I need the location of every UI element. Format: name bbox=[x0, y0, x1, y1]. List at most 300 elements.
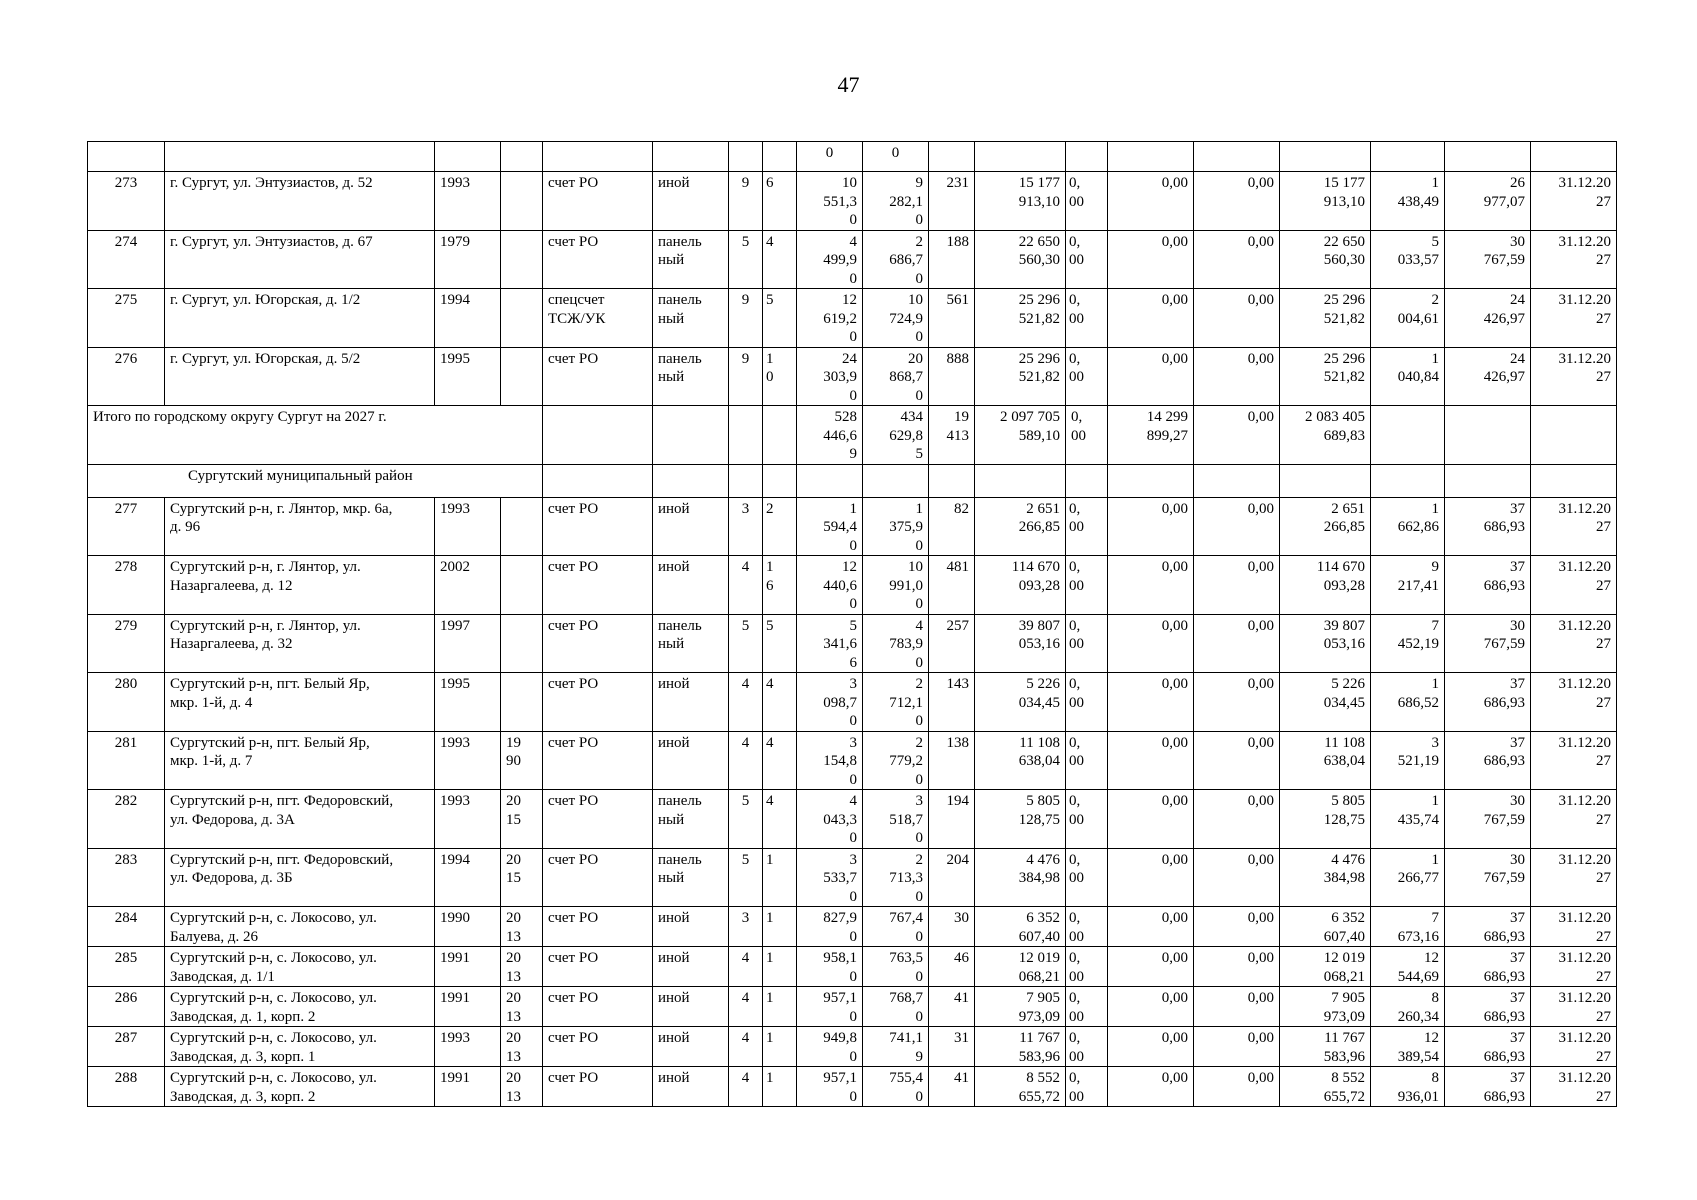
cell-year-built: 1994 bbox=[435, 289, 501, 348]
cell-wall: иной bbox=[653, 947, 729, 987]
cell-cost-a: 0, 00 bbox=[1066, 230, 1108, 289]
cell-num: 287 bbox=[88, 1027, 165, 1067]
cell-cost-c: 0,00 bbox=[1194, 790, 1280, 849]
cell-year-built: 1993 bbox=[435, 731, 501, 790]
cell-unit-cost: 1 266,77 bbox=[1371, 848, 1445, 907]
cell-cost-d: 22 650 560,30 bbox=[1280, 230, 1371, 289]
cell-entrances: 4 bbox=[763, 790, 797, 849]
cell-cost-b: 0,00 bbox=[1108, 289, 1194, 348]
cell-cost-a: 0, 00 bbox=[1066, 673, 1108, 732]
cell-max-cost: 37 686,93 bbox=[1445, 673, 1531, 732]
cell-cost-total: 11 108 638,04 bbox=[975, 731, 1066, 790]
cell-max-cost: 24 426,97 bbox=[1445, 347, 1531, 406]
cell-fund: счет РО bbox=[543, 947, 653, 987]
cell-cost-b: 0,00 bbox=[1108, 1027, 1194, 1067]
cell-fund: спецсчет ТСЖ/УК bbox=[543, 289, 653, 348]
cell-fund: счет РО bbox=[543, 614, 653, 673]
cell-year-repair bbox=[501, 614, 543, 673]
cell-year-built: 1993 bbox=[435, 790, 501, 849]
cell-address: Сургутский р-н, с. Локосово, ул. Заводская, д. 1/1 bbox=[165, 947, 435, 987]
cell-unit-cost: 12 544,69 bbox=[1371, 947, 1445, 987]
cell-cost-d: 25 296 521,82 bbox=[1280, 289, 1371, 348]
cell-year-repair bbox=[501, 556, 543, 615]
cell-area-total: 5 341,6 6 bbox=[797, 614, 863, 673]
cell-floors: 5 bbox=[729, 790, 763, 849]
section-header-row bbox=[88, 464, 1617, 497]
cell-cost-total: 7 905 973,09 bbox=[975, 987, 1066, 1027]
cell-area-total: 4 043,3 0 bbox=[797, 790, 863, 849]
cell-cost-a: 0, 00 bbox=[1066, 289, 1108, 348]
cell-year-repair: 19 90 bbox=[501, 731, 543, 790]
cell-cost-b: 0,00 bbox=[1108, 731, 1194, 790]
cell-max-cost: 24 426,97 bbox=[1445, 289, 1531, 348]
cell-residents: 888 bbox=[929, 347, 975, 406]
cell-cost-total: 25 296 521,82 bbox=[975, 347, 1066, 406]
cell-year-built: 1991 bbox=[435, 1067, 501, 1107]
cell-cost-d: 114 670 093,28 bbox=[1280, 556, 1371, 615]
cell-deadline: 31.12.20 27 bbox=[1531, 987, 1617, 1027]
cell-residents: 481 bbox=[929, 556, 975, 615]
cell-area-living: 755,4 0 bbox=[863, 1067, 929, 1107]
cell-cost-d: 5 226 034,45 bbox=[1280, 673, 1371, 732]
cell-deadline: 31.12.20 27 bbox=[1531, 731, 1617, 790]
cell-unit-cost: 2 004,61 bbox=[1371, 289, 1445, 348]
cell-wall: иной bbox=[653, 1067, 729, 1107]
table-row bbox=[88, 907, 1617, 947]
cell-entrances: 6 bbox=[763, 172, 797, 231]
cell-unit-cost: 1 686,52 bbox=[1371, 673, 1445, 732]
cell-address: г. Сургут, ул. Югорская, д. 5/2 bbox=[165, 347, 435, 406]
total-cost-d: 2 083 405 689,83 bbox=[1280, 406, 1371, 465]
table-row bbox=[88, 230, 1617, 289]
cell-address: Сургутский р-н, г. Лянтор, ул. Назаргалеева, д. 12 bbox=[165, 556, 435, 615]
cell-cost-a: 0, 00 bbox=[1066, 347, 1108, 406]
cell-deadline: 31.12.20 27 bbox=[1531, 673, 1617, 732]
cell-cost-d: 6 352 607,40 bbox=[1280, 907, 1371, 947]
cell-cost-d: 7 905 973,09 bbox=[1280, 987, 1371, 1027]
cell-residents: 194 bbox=[929, 790, 975, 849]
cell-num: 280 bbox=[88, 673, 165, 732]
cell-cost-a: 0, 00 bbox=[1066, 947, 1108, 987]
cell-cost-a: 0, 00 bbox=[1066, 907, 1108, 947]
cell-unit-cost: 7 452,19 bbox=[1371, 614, 1445, 673]
cell-unit-cost: 9 217,41 bbox=[1371, 556, 1445, 615]
cell-floors: 4 bbox=[729, 731, 763, 790]
cell-cost-d: 11 108 638,04 bbox=[1280, 731, 1371, 790]
cell-entrances: 1 bbox=[763, 1067, 797, 1107]
cell-year-repair bbox=[501, 673, 543, 732]
cell-deadline: 31.12.20 27 bbox=[1531, 947, 1617, 987]
cell-cost-c: 0,00 bbox=[1194, 987, 1280, 1027]
cell-unit-cost: 8 260,34 bbox=[1371, 987, 1445, 1027]
table-row bbox=[88, 614, 1617, 673]
cell-address: Сургутский р-н, пгт. Белый Яр, мкр. 1-й, д. 4 bbox=[165, 673, 435, 732]
cell-wall: иной bbox=[653, 497, 729, 556]
table-row bbox=[88, 848, 1617, 907]
cell-floors: 9 bbox=[729, 172, 763, 231]
cell-cost-a: 0, 00 bbox=[1066, 1067, 1108, 1107]
cell-cost-d: 11 767 583,96 bbox=[1280, 1027, 1371, 1067]
total-cost-a: 0, 00 bbox=[1066, 406, 1108, 465]
cell-cost-c: 0,00 bbox=[1194, 230, 1280, 289]
cell-year-built: 1990 bbox=[435, 907, 501, 947]
cell-residents: 31 bbox=[929, 1027, 975, 1067]
total-row bbox=[88, 406, 1617, 465]
cell-area-living: 9 282,1 0 bbox=[863, 172, 929, 231]
table-row bbox=[88, 556, 1617, 615]
cell-max-cost: 37 686,93 bbox=[1445, 1067, 1531, 1107]
cell-wall: иной bbox=[653, 1027, 729, 1067]
total-residents: 19 413 bbox=[929, 406, 975, 465]
cell-deadline: 31.12.20 27 bbox=[1531, 556, 1617, 615]
cell-entrances: 1 bbox=[763, 907, 797, 947]
cell-floors: 5 bbox=[729, 614, 763, 673]
cell-area-living: 3 518,7 0 bbox=[863, 790, 929, 849]
cell-cost-d: 12 019 068,21 bbox=[1280, 947, 1371, 987]
cell-fund: счет РО bbox=[543, 230, 653, 289]
cell-max-cost: 30 767,59 bbox=[1445, 848, 1531, 907]
cell-num: 276 bbox=[88, 347, 165, 406]
cell-year-repair bbox=[501, 347, 543, 406]
table-row bbox=[88, 1067, 1617, 1107]
cell-fund: счет РО bbox=[543, 1027, 653, 1067]
cell-entrances: 1 bbox=[763, 987, 797, 1027]
cell-floors: 3 bbox=[729, 497, 763, 556]
cell-area-total: 3 154,8 0 bbox=[797, 731, 863, 790]
cell-year-repair bbox=[501, 230, 543, 289]
cell-fund: счет РО bbox=[543, 1067, 653, 1107]
cell-num: 273 bbox=[88, 172, 165, 231]
cell-entrances: 4 bbox=[763, 731, 797, 790]
cell-max-cost: 30 767,59 bbox=[1445, 614, 1531, 673]
cell-year-repair: 20 13 bbox=[501, 907, 543, 947]
cell-residents: 204 bbox=[929, 848, 975, 907]
cell-cost-a: 0, 00 bbox=[1066, 497, 1108, 556]
cell-cost-c: 0,00 bbox=[1194, 556, 1280, 615]
cell-cost-total: 8 552 655,72 bbox=[975, 1067, 1066, 1107]
total-label: Итого по городскому округу Сургут на 2027 г. bbox=[88, 406, 543, 465]
cell-area-total: 957,1 0 bbox=[797, 987, 863, 1027]
cell-area-living: 2 686,7 0 bbox=[863, 230, 929, 289]
cell-year-built: 1993 bbox=[435, 172, 501, 231]
cell-area-total: 1 594,4 0 bbox=[797, 497, 863, 556]
cell-year-built: 1997 bbox=[435, 614, 501, 673]
cell-year-built: 1993 bbox=[435, 1027, 501, 1067]
cell-cost-a: 0, 00 bbox=[1066, 731, 1108, 790]
cell-entrances: 1 6 bbox=[763, 556, 797, 615]
cell-year-built: 2002 bbox=[435, 556, 501, 615]
table-row bbox=[88, 987, 1617, 1027]
cell-fund: счет РО bbox=[543, 790, 653, 849]
cell-residents: 231 bbox=[929, 172, 975, 231]
cell-area-total: 12 440,6 0 bbox=[797, 556, 863, 615]
cell-cost-d: 15 177 913,10 bbox=[1280, 172, 1371, 231]
cell-address: Сургутский р-н, г. Лянтор, мкр. 6а, д. 96 bbox=[165, 497, 435, 556]
cell-year-repair: 20 13 bbox=[501, 947, 543, 987]
cell-wall: панель ный bbox=[653, 614, 729, 673]
cell-wall: иной bbox=[653, 907, 729, 947]
cell-residents: 30 bbox=[929, 907, 975, 947]
cell-year-built: 1979 bbox=[435, 230, 501, 289]
cell-entrances: 4 bbox=[763, 673, 797, 732]
cell-num: 286 bbox=[88, 987, 165, 1027]
cell-cost-total: 114 670 093,28 bbox=[975, 556, 1066, 615]
cell-entrances: 5 bbox=[763, 614, 797, 673]
cell-cost-b: 0,00 bbox=[1108, 497, 1194, 556]
cell-max-cost: 30 767,59 bbox=[1445, 790, 1531, 849]
table-row bbox=[88, 347, 1617, 406]
cell-max-cost: 37 686,93 bbox=[1445, 497, 1531, 556]
cell-cost-b: 0,00 bbox=[1108, 347, 1194, 406]
cell-area-total: 24 303,9 0 bbox=[797, 347, 863, 406]
cell-cost-c: 0,00 bbox=[1194, 172, 1280, 231]
cell-max-cost: 37 686,93 bbox=[1445, 731, 1531, 790]
cell-deadline: 31.12.20 27 bbox=[1531, 497, 1617, 556]
cell-area-total: 958,1 0 bbox=[797, 947, 863, 987]
cell-cost-c: 0,00 bbox=[1194, 614, 1280, 673]
cell-year-repair bbox=[501, 289, 543, 348]
cell-max-cost: 26 977,07 bbox=[1445, 172, 1531, 231]
cell-address: г. Сургут, ул. Югорская, д. 1/2 bbox=[165, 289, 435, 348]
cell-fund: счет РО bbox=[543, 987, 653, 1027]
cell-cost-b: 0,00 bbox=[1108, 1067, 1194, 1107]
cell-floors: 5 bbox=[729, 230, 763, 289]
cell-fund: счет РО bbox=[543, 172, 653, 231]
cell-deadline: 31.12.20 27 bbox=[1531, 1027, 1617, 1067]
table-row-continuation bbox=[88, 142, 1617, 172]
cell-year-repair: 20 13 bbox=[501, 1067, 543, 1107]
cell-entrances: 1 bbox=[763, 947, 797, 987]
cell-floors: 9 bbox=[729, 347, 763, 406]
cell-num: 288 bbox=[88, 1067, 165, 1107]
cell-deadline: 31.12.20 27 bbox=[1531, 230, 1617, 289]
cell-cost-total: 4 476 384,98 bbox=[975, 848, 1066, 907]
cell-unit-cost: 7 673,16 bbox=[1371, 907, 1445, 947]
cell-cost-b: 0,00 bbox=[1108, 230, 1194, 289]
cell-floors: 4 bbox=[729, 1027, 763, 1067]
cell-cost-b: 0,00 bbox=[1108, 907, 1194, 947]
cell-year-repair: 20 13 bbox=[501, 1027, 543, 1067]
cell-max-cost: 37 686,93 bbox=[1445, 947, 1531, 987]
cell-cost-total: 5 226 034,45 bbox=[975, 673, 1066, 732]
cell-cost-total: 12 019 068,21 bbox=[975, 947, 1066, 987]
cell-address: Сургутский р-н, пгт. Белый Яр, мкр. 1-й, д. 7 bbox=[165, 731, 435, 790]
housing-repair-table bbox=[87, 141, 1617, 1107]
cell-year-repair bbox=[501, 497, 543, 556]
cell-max-cost: 37 686,93 bbox=[1445, 556, 1531, 615]
cell-num: 281 bbox=[88, 731, 165, 790]
table-row bbox=[88, 673, 1617, 732]
cell-floors: 4 bbox=[729, 556, 763, 615]
cell-unit-cost: 5 033,57 bbox=[1371, 230, 1445, 289]
cell-area-living: 1 375,9 0 bbox=[863, 497, 929, 556]
cell-year-built: 1993 bbox=[435, 497, 501, 556]
cell-wall: иной bbox=[653, 987, 729, 1027]
cell-max-cost: 37 686,93 bbox=[1445, 987, 1531, 1027]
cell-num: 274 bbox=[88, 230, 165, 289]
cell-fund: счет РО bbox=[543, 673, 653, 732]
cell-year-repair: 20 13 bbox=[501, 987, 543, 1027]
cell-address: Сургутский р-н, г. Лянтор, ул. Назаргалеева, д. 32 bbox=[165, 614, 435, 673]
cell-area-living: 768,7 0 bbox=[863, 987, 929, 1027]
cell-unit-cost: 1 438,49 bbox=[1371, 172, 1445, 231]
cell-num: 278 bbox=[88, 556, 165, 615]
cell-wall: иной bbox=[653, 731, 729, 790]
cell-cost-b: 0,00 bbox=[1108, 947, 1194, 987]
cell-cost-a: 0, 00 bbox=[1066, 987, 1108, 1027]
cell-fund: счет РО bbox=[543, 347, 653, 406]
cell-entrances: 4 bbox=[763, 230, 797, 289]
cell-wall: панель ный bbox=[653, 347, 729, 406]
cell-address: г. Сургут, ул. Энтузиастов, д. 52 bbox=[165, 172, 435, 231]
cell-residents: 138 bbox=[929, 731, 975, 790]
cell-floors: 9 bbox=[729, 289, 763, 348]
cell-cost-d: 39 807 053,16 bbox=[1280, 614, 1371, 673]
cell-num: 284 bbox=[88, 907, 165, 947]
cell-num: 283 bbox=[88, 848, 165, 907]
cell-cost-total: 11 767 583,96 bbox=[975, 1027, 1066, 1067]
cell-cost-a: 0, 00 bbox=[1066, 848, 1108, 907]
cell-cost-c: 0,00 bbox=[1194, 848, 1280, 907]
cell-deadline: 31.12.20 27 bbox=[1531, 790, 1617, 849]
cell-cost-b: 0,00 bbox=[1108, 556, 1194, 615]
cell-area-living: 10 991,0 0 bbox=[863, 556, 929, 615]
cell-unit-cost: 1 040,84 bbox=[1371, 347, 1445, 406]
cell-area-living: 4 783,9 0 bbox=[863, 614, 929, 673]
cell-cost-d: 25 296 521,82 bbox=[1280, 347, 1371, 406]
cell-cost-total: 2 651 266,85 bbox=[975, 497, 1066, 556]
cell-fund: счет РО bbox=[543, 848, 653, 907]
cell-residents: 188 bbox=[929, 230, 975, 289]
cell-wall: панель ный bbox=[653, 230, 729, 289]
cell-cost-total: 6 352 607,40 bbox=[975, 907, 1066, 947]
cell-cost-a: 0, 00 bbox=[1066, 790, 1108, 849]
cell-unit-cost: 3 521,19 bbox=[1371, 731, 1445, 790]
cell-area-living: 763,5 0 bbox=[863, 947, 929, 987]
table-row bbox=[88, 1027, 1617, 1067]
cell-cost-a: 0, 00 bbox=[1066, 1027, 1108, 1067]
cell-floors: 4 bbox=[729, 1067, 763, 1107]
cell-wall: панель ный bbox=[653, 790, 729, 849]
table-row bbox=[88, 289, 1617, 348]
page-number: 47 bbox=[837, 72, 860, 97]
cell-cost-total: 15 177 913,10 bbox=[975, 172, 1066, 231]
cell-max-cost: 37 686,93 bbox=[1445, 907, 1531, 947]
cell-unit-cost: 1 662,86 bbox=[1371, 497, 1445, 556]
cell-num: 279 bbox=[88, 614, 165, 673]
cell-entrances: 1 bbox=[763, 848, 797, 907]
cell-cost-d: 5 805 128,75 bbox=[1280, 790, 1371, 849]
cell-entrances: 5 bbox=[763, 289, 797, 348]
cell-area-total: 3 098,7 0 bbox=[797, 673, 863, 732]
cell-area-total: 827,9 0 bbox=[797, 907, 863, 947]
cell-year-built: 1995 bbox=[435, 673, 501, 732]
cell-floors: 4 bbox=[729, 673, 763, 732]
cell-cost-b: 0,00 bbox=[1108, 848, 1194, 907]
total-cost-total: 2 097 705 589,10 bbox=[975, 406, 1066, 465]
cell-area-living: 2 713,3 0 bbox=[863, 848, 929, 907]
table-row bbox=[88, 947, 1617, 987]
cell-cost-b: 0,00 bbox=[1108, 790, 1194, 849]
cell-cost-c: 0,00 bbox=[1194, 731, 1280, 790]
table-row bbox=[88, 497, 1617, 556]
cell-year-built: 1995 bbox=[435, 347, 501, 406]
table-row bbox=[88, 172, 1617, 231]
cell-cost-a: 0, 00 bbox=[1066, 172, 1108, 231]
cell-floors: 4 bbox=[729, 987, 763, 1027]
cell-unit-cost: 1 435,74 bbox=[1371, 790, 1445, 849]
cell-deadline: 31.12.20 27 bbox=[1531, 172, 1617, 231]
cell-address: Сургутский р-н, с. Локосово, ул. Заводская, д. 3, корп. 1 bbox=[165, 1027, 435, 1067]
cell-residents: 41 bbox=[929, 1067, 975, 1107]
cell-area-total: 0 bbox=[797, 142, 863, 172]
cell-deadline: 31.12.20 27 bbox=[1531, 1067, 1617, 1107]
cell-max-cost: 37 686,93 bbox=[1445, 1027, 1531, 1067]
cell-address: Сургутский р-н, пгт. Федоровский, ул. Федорова, д. 3Б bbox=[165, 848, 435, 907]
cell-residents: 41 bbox=[929, 987, 975, 1027]
cell-cost-a: 0, 00 bbox=[1066, 614, 1108, 673]
cell-cost-total: 39 807 053,16 bbox=[975, 614, 1066, 673]
cell-area-living: 2 712,1 0 bbox=[863, 673, 929, 732]
cell-cost-c: 0,00 bbox=[1194, 289, 1280, 348]
cell-entrances: 1 bbox=[763, 1027, 797, 1067]
cell-year-repair: 20 15 bbox=[501, 790, 543, 849]
cell-area-living: 2 779,2 0 bbox=[863, 731, 929, 790]
cell-num: 282 bbox=[88, 790, 165, 849]
total-area-living: 434 629,8 5 bbox=[863, 406, 929, 465]
section-title: Сургутский муниципальный район bbox=[88, 464, 543, 497]
cell-deadline: 31.12.20 27 bbox=[1531, 907, 1617, 947]
cell-address: г. Сургут, ул. Энтузиастов, д. 67 bbox=[165, 230, 435, 289]
cell-fund: счет РО bbox=[543, 497, 653, 556]
cell-wall: иной bbox=[653, 673, 729, 732]
cell-cost-c: 0,00 bbox=[1194, 497, 1280, 556]
cell-cost-c: 0,00 bbox=[1194, 947, 1280, 987]
cell-area-living: 20 868,7 0 bbox=[863, 347, 929, 406]
cell-unit-cost: 12 389,54 bbox=[1371, 1027, 1445, 1067]
total-area-total: 528 446,6 9 bbox=[797, 406, 863, 465]
cell-area-total: 949,8 0 bbox=[797, 1027, 863, 1067]
cell-wall: иной bbox=[653, 172, 729, 231]
cell-cost-d: 8 552 655,72 bbox=[1280, 1067, 1371, 1107]
cell-cost-b: 0,00 bbox=[1108, 673, 1194, 732]
cell-area-total: 4 499,9 0 bbox=[797, 230, 863, 289]
cell-cost-c: 0,00 bbox=[1194, 673, 1280, 732]
table-row bbox=[88, 731, 1617, 790]
cell-area-living: 0 bbox=[863, 142, 929, 172]
cell-residents: 46 bbox=[929, 947, 975, 987]
cell-residents: 561 bbox=[929, 289, 975, 348]
cell-floors: 4 bbox=[729, 947, 763, 987]
cell-residents: 257 bbox=[929, 614, 975, 673]
cell-area-total: 957,1 0 bbox=[797, 1067, 863, 1107]
cell-deadline: 31.12.20 27 bbox=[1531, 614, 1617, 673]
cell-year-built: 1991 bbox=[435, 987, 501, 1027]
cell-year-built: 1994 bbox=[435, 848, 501, 907]
total-cost-b: 14 299 899,27 bbox=[1108, 406, 1194, 465]
cell-wall: панель ный bbox=[653, 848, 729, 907]
cell-num: 285 bbox=[88, 947, 165, 987]
cell-wall: панель ный bbox=[653, 289, 729, 348]
cell-cost-b: 0,00 bbox=[1108, 172, 1194, 231]
cell-cost-a: 0, 00 bbox=[1066, 556, 1108, 615]
cell-floors: 5 bbox=[729, 848, 763, 907]
cell-address: Сургутский р-н, с. Локосово, ул. Заводская, д. 3, корп. 2 bbox=[165, 1067, 435, 1107]
cell-fund: счет РО bbox=[543, 907, 653, 947]
cell-cost-b: 0,00 bbox=[1108, 987, 1194, 1027]
cell-cost-d: 2 651 266,85 bbox=[1280, 497, 1371, 556]
cell-year-repair bbox=[501, 172, 543, 231]
